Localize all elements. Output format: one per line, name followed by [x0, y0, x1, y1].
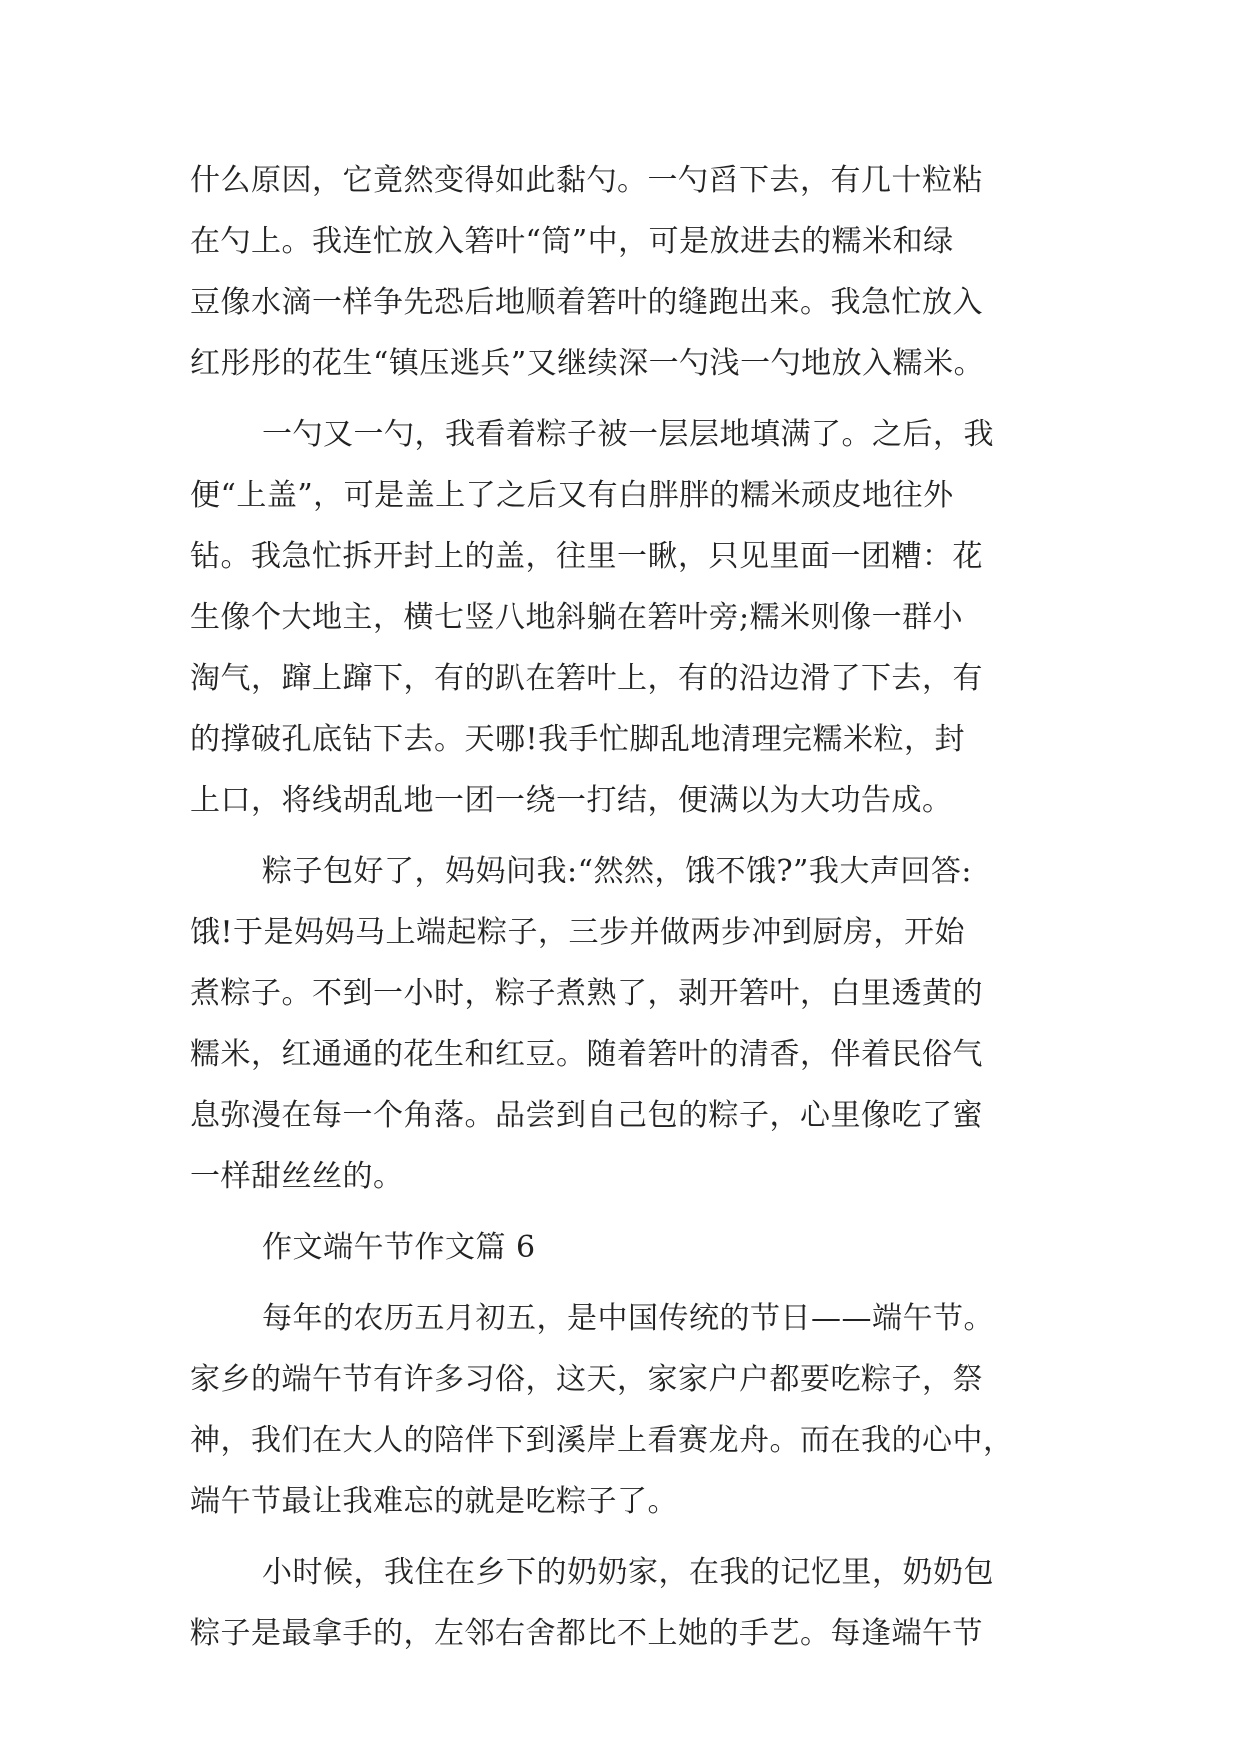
paragraph-first-line: 每年的农历五月初五，是中国传统的节日——端午节。 [262, 1301, 994, 1336]
text-line: 豆像水滴一样争先恐后地顺着箬叶的缝跑出来。我急忙放入 [190, 285, 983, 320]
text-line: 什么原因，它竟然变得如此黏勺。一勺舀下去，有几十粒粘 [190, 163, 983, 198]
text-line: 粽子是最拿手的，左邻右舍都比不上她的手艺。每逢端午节 [190, 1616, 983, 1651]
document-body [190, 150, 1050, 1664]
text-line: 淘气，蹿上蹿下，有的趴在箬叶上，有的沿边滑了下去，有 [190, 661, 983, 696]
text-line: 的撑破孔底钻下去。天哪!我手忙脚乱地清理完糯米粒，封 [190, 722, 966, 757]
text-line: 上口，将线胡乱地一团一绕一打结，便满以为大功告成。 [190, 783, 953, 818]
text-line: 家乡的端午节有许多习俗，这天，家家户户都要吃粽子，祭 [190, 1362, 983, 1397]
text-line: 红彤彤的花生“镇压逃兵”又继续深一勺浅一勺地放入糯米。 [190, 346, 985, 381]
text-line: 端午节最让我难忘的就是吃粽子了。 [190, 1484, 678, 1519]
text-line: 生像个大地主，横七竖八地斜躺在箬叶旁;糯米则像一群小 [190, 600, 964, 635]
paragraph-first-line: 小时候，我住在乡下的奶奶家，在我的记忆里，奶奶包 [262, 1555, 994, 1590]
section-heading: 作文端午节作文篇 6 [262, 1230, 536, 1265]
paragraph-first-line: 一勺又一勺，我看着粽子被一层层地填满了。之后，我 [262, 417, 994, 452]
text-line: 在勺上。我连忙放入箬叶“筒”中，可是放进去的糯米和绿 [190, 224, 954, 259]
text-line: 便“上盖”，可是盖上了之后又有白胖胖的糯米顽皮地往外 [190, 478, 954, 513]
text-line: 糯米，红通通的花生和红豆。随着箬叶的清香，伴着民俗气 [190, 1037, 983, 1072]
text-line: 饿!于是妈妈马上端起粽子，三步并做两步冲到厨房，开始 [190, 915, 966, 950]
text-line: 一样甜丝丝的。 [190, 1159, 404, 1194]
text-line: 钻。我急忙拆开封上的盖，往里一瞅，只见里面一团糟：花 [190, 539, 983, 574]
paragraph-first-line: 粽子包好了，妈妈问我:“然然，饿不饿?”我大声回答: [262, 854, 972, 889]
text-line: 息弥漫在每一个角落。品尝到自己包的粽子，心里像吃了蜜 [190, 1098, 983, 1133]
text-line: 神，我们在大人的陪伴下到溪岸上看赛龙舟。而在我的心中， [190, 1423, 1014, 1458]
text-line: 煮粽子。不到一小时，粽子煮熟了，剥开箬叶，白里透黄的 [190, 976, 983, 1011]
